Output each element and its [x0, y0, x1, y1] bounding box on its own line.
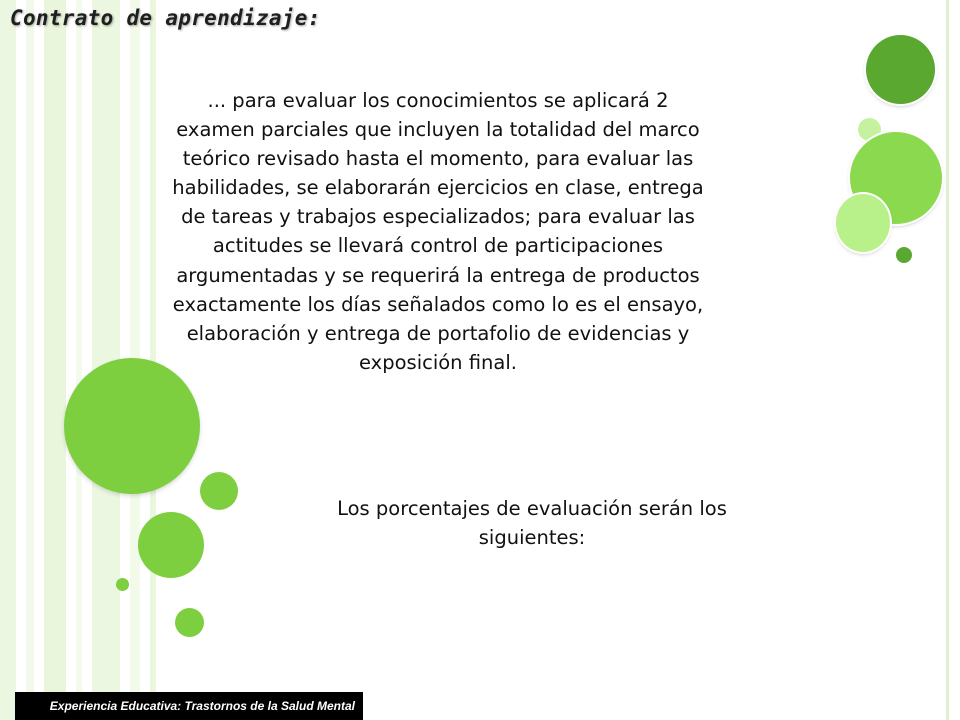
small-green-dot: [116, 578, 129, 591]
dark-green-circle: [866, 35, 935, 104]
background-stripe: [946, 0, 949, 720]
medium-green-circle: [200, 472, 238, 510]
footer-text: Experiencia Educativa: Trastornos de la Salud Mental: [49, 699, 355, 713]
footer-banner: [15, 692, 363, 720]
large-green-circle: [64, 358, 200, 494]
small-green-circle: [175, 608, 204, 637]
slide-title: Contrato de aprendizaje:: [10, 6, 321, 30]
background-stripe: [44, 0, 66, 720]
light-green-circle: [836, 194, 890, 252]
medium-green-circle: [138, 512, 204, 578]
percentages-intro: Los porcentajes de evaluación serán los siguientes:: [337, 497, 727, 549]
body-paragraph: ... para evaluar los conocimientos se aplicará 2 examen parciales que incluyen la totalidad del marco teórico revisado hasta el momento, para evaluar las habilidades, se elaborarán ejercicios en clase, entrega de tareas y trabajos especializados; para evaluar las actitudes se llevará control de participaciones argumentadas y se requerirá la entrega de productos exactamente los días señalados como lo es el ensayo, elaboración y entrega de portafolio de evidencias y exposición final.: [172, 89, 704, 374]
background-stripe: [26, 0, 34, 720]
small-green-dot: [896, 247, 912, 263]
background-stripe: [76, 0, 82, 720]
background-stripe: [0, 0, 16, 720]
